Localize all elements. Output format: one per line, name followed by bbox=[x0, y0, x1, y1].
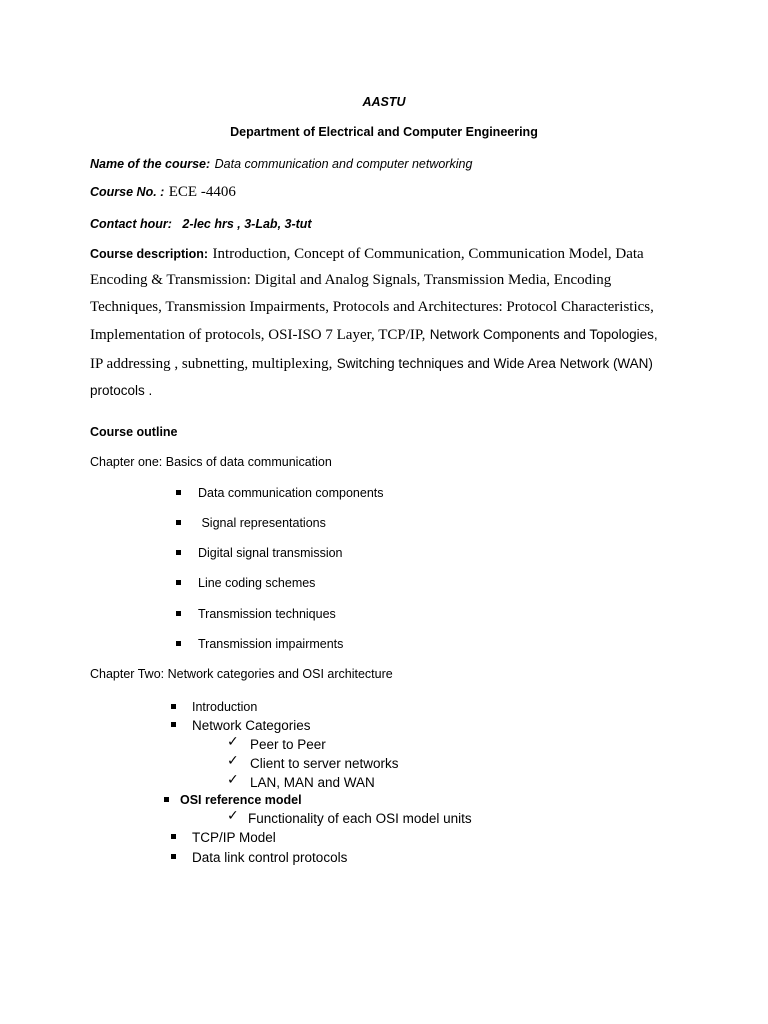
list-item: Signal representations bbox=[198, 516, 326, 530]
course-name-row bbox=[90, 156, 472, 172]
bullet-icon bbox=[176, 580, 181, 585]
bullet-icon bbox=[176, 611, 181, 616]
list-item: Client to server networks bbox=[250, 756, 399, 771]
list-item: Introduction bbox=[192, 700, 258, 714]
description-text-4-tail: Network Components and Topologies, bbox=[429, 327, 658, 342]
course-number-label: Course No. : bbox=[90, 185, 165, 199]
list-item: Digital signal transmission bbox=[198, 546, 343, 560]
description-line-4 bbox=[90, 327, 658, 343]
description-text-6: protocols . bbox=[90, 383, 153, 398]
course-number-row bbox=[90, 184, 236, 200]
chapter-one-title: Chapter one: Basics of data communication bbox=[90, 455, 332, 469]
description-text-5: IP addressing , subnetting, multiplexing, bbox=[90, 356, 333, 372]
bullet-icon bbox=[171, 704, 176, 709]
osi-heading: OSI reference model bbox=[180, 793, 302, 807]
check-icon: ✓ bbox=[227, 734, 239, 750]
contact-hour-value: 2-lec hrs , 3-Lab, 3-tut bbox=[182, 217, 312, 231]
description-line-5 bbox=[90, 356, 653, 372]
bullet-icon bbox=[176, 550, 181, 555]
list-item: Data communication components bbox=[198, 486, 384, 500]
institution-title: AASTU bbox=[362, 95, 406, 109]
bullet-icon bbox=[171, 722, 176, 727]
list-item: Transmission techniques bbox=[198, 607, 336, 621]
list-item: Functionality of each OSI model units bbox=[248, 811, 472, 826]
list-item: Network Categories bbox=[192, 718, 311, 733]
contact-hour-row bbox=[90, 216, 312, 232]
list-item: TCP/IP Model bbox=[192, 830, 276, 845]
list-item: Data link control protocols bbox=[192, 850, 348, 865]
description-text-3: Techniques, Transmission Impairments, Protocols and Architectures: Protocol Characteristics, bbox=[90, 299, 654, 315]
description-text-2: Encoding & Transmission: Digital and Analog Signals, Transmission Media, Encoding bbox=[90, 272, 612, 288]
course-name-value: Data communication and computer networking bbox=[214, 157, 473, 171]
course-name-label: Name of the course: bbox=[90, 157, 211, 171]
check-icon: ✓ bbox=[227, 808, 239, 824]
list-item: Line coding schemes bbox=[198, 576, 316, 590]
chapter-two-title: Chapter Two: Network categories and OSI architecture bbox=[90, 667, 393, 681]
check-icon: ✓ bbox=[227, 753, 239, 769]
course-outline-heading: Course outline bbox=[90, 425, 178, 439]
description-text-1: Introduction, Concept of Communication, Communication Model, Data bbox=[212, 246, 644, 262]
description-label: Course description: bbox=[90, 247, 209, 261]
list-item: Peer to Peer bbox=[250, 737, 326, 752]
bullet-icon bbox=[171, 854, 176, 859]
list-item: Transmission impairments bbox=[198, 637, 344, 651]
description-text-5-tail: Switching techniques and Wide Area Network (WAN) bbox=[336, 356, 653, 371]
course-number-value: ECE -4406 bbox=[168, 184, 236, 200]
check-icon: ✓ bbox=[227, 772, 239, 788]
description-line-1 bbox=[90, 246, 644, 262]
contact-hour-label: Contact hour: bbox=[90, 217, 172, 231]
bullet-icon bbox=[176, 520, 181, 525]
bullet-icon bbox=[164, 797, 169, 802]
bullet-icon bbox=[176, 641, 181, 646]
bullet-icon bbox=[171, 834, 176, 839]
description-text-4: Implementation of protocols, OSI-ISO 7 Layer, TCP/IP, bbox=[90, 327, 426, 343]
department-title: Department of Electrical and Computer Engineering bbox=[230, 125, 538, 139]
bullet-icon bbox=[176, 490, 181, 495]
list-item: LAN, MAN and WAN bbox=[250, 775, 375, 790]
